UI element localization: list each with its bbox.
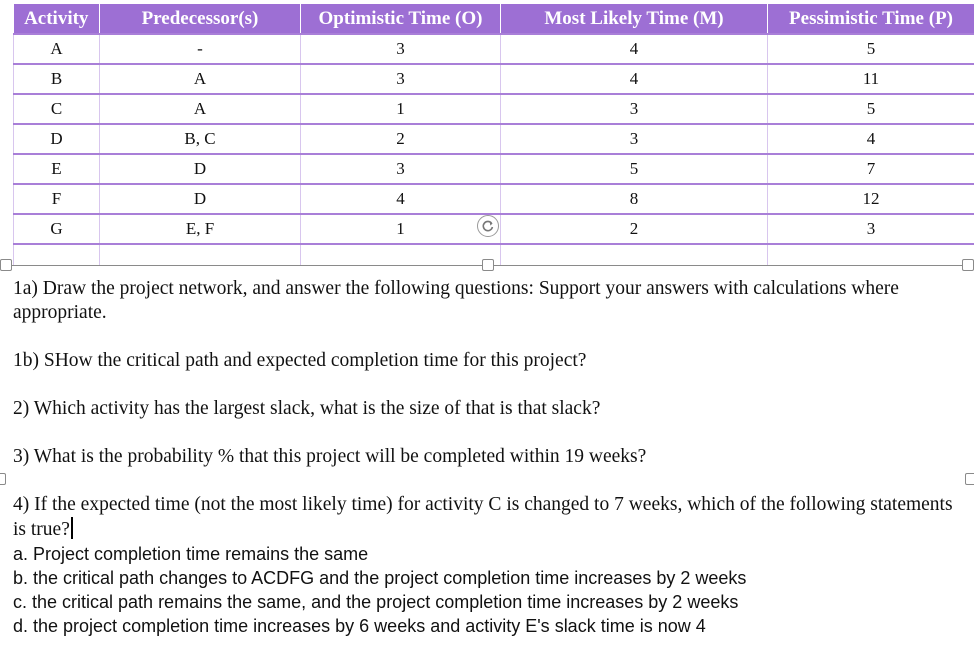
cell-most-likely: 2 bbox=[501, 214, 768, 244]
resize-handle-left-middle[interactable] bbox=[0, 473, 6, 485]
cell-pessimistic: 12 bbox=[768, 184, 974, 214]
cell-optimistic: 3 bbox=[301, 34, 501, 64]
table-row bbox=[14, 34, 974, 64]
cell-most-likely: 8 bbox=[501, 184, 768, 214]
table-row bbox=[14, 124, 974, 154]
table-header-row bbox=[14, 4, 974, 34]
cell-empty bbox=[501, 244, 768, 266]
cell-empty bbox=[768, 244, 974, 266]
resize-handle-right-middle[interactable] bbox=[965, 473, 974, 485]
resize-handle-bottom-left[interactable] bbox=[0, 259, 12, 271]
cell-most-likely: 4 bbox=[501, 34, 768, 64]
header-predecessors: Predecessor(s) bbox=[100, 4, 301, 34]
cell-predecessor: D bbox=[100, 184, 301, 214]
option-d: d. the project completion time increases by 6 weeks and activity E's slack time is now 4 bbox=[13, 616, 706, 636]
question-3: 3) What is the probability % that this project will be completed within 19 weeks? bbox=[13, 446, 647, 467]
cell-optimistic: 4 bbox=[301, 184, 501, 214]
cell-pessimistic: 3 bbox=[768, 214, 974, 244]
cell-empty bbox=[14, 244, 100, 266]
table-row bbox=[14, 154, 974, 184]
cell-activity: D bbox=[14, 124, 100, 154]
cell-activity: A bbox=[14, 34, 100, 64]
cell-pessimistic: 5 bbox=[768, 34, 974, 64]
header-optimistic-time: Optimistic Time (O) bbox=[301, 4, 501, 34]
cell-pessimistic: 11 bbox=[768, 64, 974, 94]
header-most-likely-time: Most Likely Time (M) bbox=[501, 4, 768, 34]
question-4 bbox=[13, 493, 963, 542]
cell-activity: B bbox=[14, 64, 100, 94]
table-row bbox=[14, 94, 974, 124]
table-row bbox=[14, 184, 974, 214]
cell-empty bbox=[100, 244, 301, 266]
cell-pessimistic: 5 bbox=[768, 94, 974, 124]
cell-activity: F bbox=[14, 184, 100, 214]
cell-optimistic: 1 bbox=[301, 94, 501, 124]
resize-handle-bottom-center[interactable] bbox=[482, 259, 494, 271]
cell-most-likely: 4 bbox=[501, 64, 768, 94]
option-b: b. the critical path changes to ACDFG and the project completion time increases by 2 weeks bbox=[13, 568, 747, 588]
cell-predecessor: B, C bbox=[100, 124, 301, 154]
header-pessimistic-time: Pessimistic Time (P) bbox=[768, 4, 974, 34]
cell-most-likely: 3 bbox=[501, 124, 768, 154]
cell-most-likely: 3 bbox=[501, 94, 768, 124]
answer-options bbox=[13, 542, 963, 638]
cell-predecessor: D bbox=[100, 154, 301, 184]
question-4-text: 4) If the expected time (not the most likely time) for activity C is changed to 7 weeks, which of the following statements is true? bbox=[13, 494, 953, 540]
resize-handle-bottom-right[interactable] bbox=[962, 259, 974, 271]
cell-activity: E bbox=[14, 154, 100, 184]
cell-optimistic: 1 bbox=[301, 214, 501, 244]
text-cursor bbox=[71, 517, 73, 539]
rotate-handle-icon[interactable] bbox=[477, 215, 499, 237]
cell-most-likely: 5 bbox=[501, 154, 768, 184]
cell-activity: C bbox=[14, 94, 100, 124]
cell-pessimistic: 4 bbox=[768, 124, 974, 154]
cell-empty bbox=[301, 244, 501, 266]
question-1b: 1b) SHow the critical path and expected completion time for this project? bbox=[13, 350, 587, 371]
cell-activity: G bbox=[14, 214, 100, 244]
question-1a: 1a) Draw the project network, and answer the following questions: Support your answers with calculations where appropriate. bbox=[13, 278, 899, 323]
cell-optimistic: 2 bbox=[301, 124, 501, 154]
question-text-block[interactable] bbox=[13, 277, 963, 638]
header-activity: Activity bbox=[14, 4, 100, 34]
cell-optimistic: 3 bbox=[301, 154, 501, 184]
table-row bbox=[14, 64, 974, 94]
option-c: c. the critical path remains the same, and the project completion time increases by 2 weeks bbox=[13, 592, 739, 612]
cell-optimistic: 3 bbox=[301, 64, 501, 94]
cell-pessimistic: 7 bbox=[768, 154, 974, 184]
cell-predecessor: A bbox=[100, 64, 301, 94]
question-2: 2) Which activity has the largest slack, what is the size of that is that slack? bbox=[13, 398, 601, 419]
option-a: a. Project completion time remains the same bbox=[13, 544, 369, 564]
cell-predecessor: A bbox=[100, 94, 301, 124]
cell-predecessor: E, F bbox=[100, 214, 301, 244]
cell-predecessor: - bbox=[100, 34, 301, 64]
